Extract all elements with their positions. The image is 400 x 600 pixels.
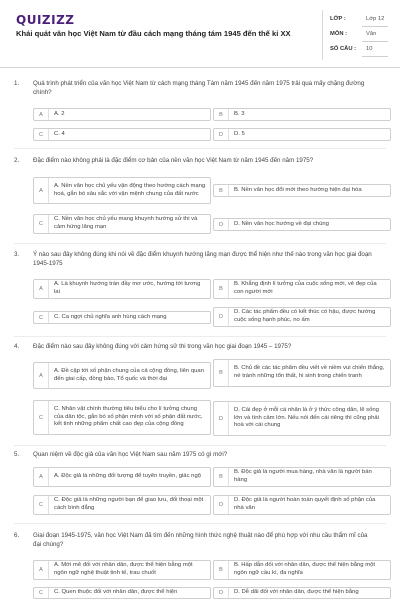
- option-text: C. Ca ngợi chủ nghĩa anh hùng cách mạng: [54, 313, 167, 320]
- option-c[interactable]: [33, 400, 211, 435]
- option-a[interactable]: [33, 177, 211, 204]
- option-d[interactable]: [213, 495, 391, 515]
- question-text: Đặc điểm nào không phải là đặc điểm cơ bản của nền văn học Việt Nam từ năm 1945 đến năm 1975?: [33, 157, 314, 164]
- question-separator: [14, 243, 386, 244]
- option-letter: D: [214, 496, 229, 514]
- option-a[interactable]: [33, 362, 211, 389]
- option-text: D. 5: [234, 130, 245, 137]
- option-text: C. Nền văn học chủ yếu mang khuynh hướng sử thi và cảm hứng lãng mạn: [54, 216, 198, 230]
- option-letter: A: [34, 280, 49, 298]
- option-letter: C: [34, 215, 49, 233]
- question-text: Đặc điểm nào sau đây không đúng với cảm hứng sử thi trong văn học giai đoạn 1945 – 1975?: [33, 343, 292, 350]
- option-text: B. Chủ đề các tác phẩm đều viết về niềm vui chiến thắng, né tránh những tổn thất, hi sinh trong chiến tranh: [234, 365, 385, 379]
- option-letter: C: [34, 312, 49, 323]
- option-letter: B: [214, 185, 229, 196]
- subject-underline: [362, 41, 388, 42]
- option-text: B. Nền văn học đổi mới theo hướng hiện đại hóa: [234, 186, 362, 193]
- option-letter: C: [34, 129, 49, 140]
- option-text: D. Dễ dãi đối với nhân dân, được thể hiện bằng: [234, 589, 359, 596]
- option-text: B. 3: [234, 110, 245, 117]
- question-text: Quá trình phát triển của văn học Việt Nam từ cách mạng tháng Tám năm 1945 đến năm 1975 trải qua mấy chặng đường chính?: [33, 80, 365, 96]
- option-text: A. Mới mẻ đối với nhân dân, được thể hiện bằng một ngôn ngữ nghệ thuật tinh tế, trau chuốt: [54, 562, 193, 576]
- option-text: C. Độc giả là những người bạn để giao lưu, đối thoại một cách bình đẳng: [54, 497, 204, 511]
- question-separator: [14, 523, 386, 524]
- option-b[interactable]: [213, 108, 391, 121]
- option-letter: D: [214, 402, 229, 435]
- option-text: D. Độc giả là người hoàn toàn quyết định số phận của nhà văn: [234, 497, 376, 511]
- count-underline: [362, 56, 388, 57]
- option-text: B. Hấp dẫn đối với nhân dân, được thể hiện bằng một ngôn ngữ cầu kì, đa nghĩa: [234, 562, 376, 576]
- subject-value: Văn: [366, 31, 377, 37]
- grade-underline: [362, 26, 388, 27]
- grade-value: Lớp 12: [366, 16, 385, 22]
- worksheet-header: [0, 0, 400, 62]
- option-text: D. Nền văn học hướng về đại chúng: [234, 220, 329, 227]
- option-d[interactable]: [213, 401, 391, 436]
- option-letter: A: [34, 109, 49, 120]
- option-a[interactable]: [33, 467, 211, 487]
- question-number: 3.: [14, 251, 20, 258]
- option-text: C. Nhân vật chính thường tiêu biểu cho lí tưởng chung của dân tộc, gắn bó số phận mình với số phận đất nước, kết tinh những phẩm chất cao đẹp của cộng đồng: [54, 406, 203, 428]
- option-d[interactable]: [213, 307, 391, 327]
- option-text: A. Đề cập tới số phận chung của cả cộng đồng, liên quan đến giai cấp, đồng bào, Tổ quốc và thời đại: [54, 367, 204, 382]
- header-rule: [0, 67, 400, 68]
- option-d[interactable]: [213, 587, 391, 599]
- option-b[interactable]: [213, 184, 391, 197]
- option-c[interactable]: [33, 587, 211, 599]
- option-letter: D: [214, 308, 229, 326]
- worksheet-title: Khái quát văn học Việt Nam từ đầu cách mạng tháng tám 1945 đến thế kỉ XX: [16, 29, 291, 38]
- option-letter: A: [34, 178, 49, 203]
- option-letter: D: [214, 588, 229, 598]
- option-text: D. Cái đẹp ở mỗi cá nhân là ở ý thức công dân, lẽ sống lớn và tình cảm lớn. Nếu nói đến cái riêng thì cũng phải hoà với cái chung: [234, 407, 379, 429]
- count-label: SỐ CÂU :: [330, 46, 357, 52]
- header-divider: [322, 10, 323, 60]
- option-c[interactable]: [33, 495, 211, 515]
- option-letter: B: [214, 280, 229, 298]
- option-letter: C: [34, 496, 49, 514]
- option-letter: B: [214, 468, 229, 486]
- subject-label: MÔN :: [330, 31, 348, 37]
- option-c[interactable]: [33, 311, 211, 324]
- option-text: A. 2: [54, 110, 65, 117]
- option-b[interactable]: [213, 279, 391, 299]
- option-a[interactable]: [33, 560, 211, 580]
- option-text: A. Độc giả là những đối tượng để tuyên truyền, giác ngộ: [54, 473, 201, 480]
- question-separator: [14, 336, 386, 337]
- option-d[interactable]: [213, 128, 391, 141]
- option-letter: D: [214, 129, 229, 140]
- option-text: B. Độc giả là người mua hàng, nhà văn là người bán hàng: [234, 469, 372, 483]
- option-b[interactable]: [213, 560, 391, 580]
- question-number: 5.: [14, 451, 20, 458]
- question-number: 4.: [14, 343, 20, 350]
- option-c[interactable]: [33, 214, 211, 234]
- option-b[interactable]: [213, 467, 391, 487]
- question-separator: [14, 148, 386, 149]
- option-a[interactable]: [33, 108, 211, 121]
- question-text: Giai đoạn 1945-1975, văn học Việt Nam đã tìm đến những hình thức nghệ thuật nào để phù hợp với nhu cầu thẩm mĩ của đại chúng?: [33, 532, 368, 548]
- option-text: D. Các tác phẩm đều có kết thúc có hậu, được hướng cuộc sống hạnh phúc, no ấm: [234, 309, 376, 323]
- option-c[interactable]: [33, 128, 211, 141]
- question-text: Ý nào sau đây không đúng khi nói về đặc điểm khuynh hướng lãng mạn được thể hiện như thế nào trong văn học giai đoạn 1945-1975: [33, 251, 372, 267]
- option-text: B. Khẳng định lí tưởng của cuộc sống mới, vẻ đẹp của con người mới: [234, 281, 377, 295]
- option-letter: D: [214, 219, 229, 230]
- option-text: A. Nền văn học chủ yếu vận động theo hướng cách mạng hoá, gắn bó sâu sắc với vận mệnh chung của đất nước: [54, 182, 206, 197]
- question-number: 6.: [14, 532, 20, 539]
- option-b[interactable]: [213, 359, 391, 387]
- option-d[interactable]: [213, 218, 391, 231]
- option-text: C. 4: [54, 130, 65, 137]
- option-letter: B: [214, 109, 229, 120]
- option-letter: B: [214, 561, 229, 579]
- option-letter: C: [34, 588, 49, 598]
- option-text: C. Quen thuộc đối với nhân dân, được thể hiện: [54, 589, 178, 596]
- option-letter: B: [214, 360, 229, 386]
- option-a[interactable]: [33, 279, 211, 299]
- quizizz-logo: QUIZIZZ: [16, 13, 75, 27]
- option-text: A. Là khuynh hướng tràn đầy mơ ước, hướng tới tương lai: [54, 281, 201, 295]
- count-value: 10: [366, 46, 373, 52]
- option-letter: A: [34, 561, 49, 579]
- option-letter: C: [34, 401, 49, 434]
- grade-label: LỚP :: [330, 16, 346, 22]
- question-number: 1.: [14, 80, 20, 87]
- option-letter: A: [34, 468, 49, 486]
- question-number: 2.: [14, 157, 20, 164]
- question-text: Quan niệm về độc giả của văn học Việt Nam sau năm 1975 có gì mới?: [33, 451, 228, 458]
- question-separator: [14, 445, 386, 446]
- option-letter: A: [34, 363, 49, 388]
